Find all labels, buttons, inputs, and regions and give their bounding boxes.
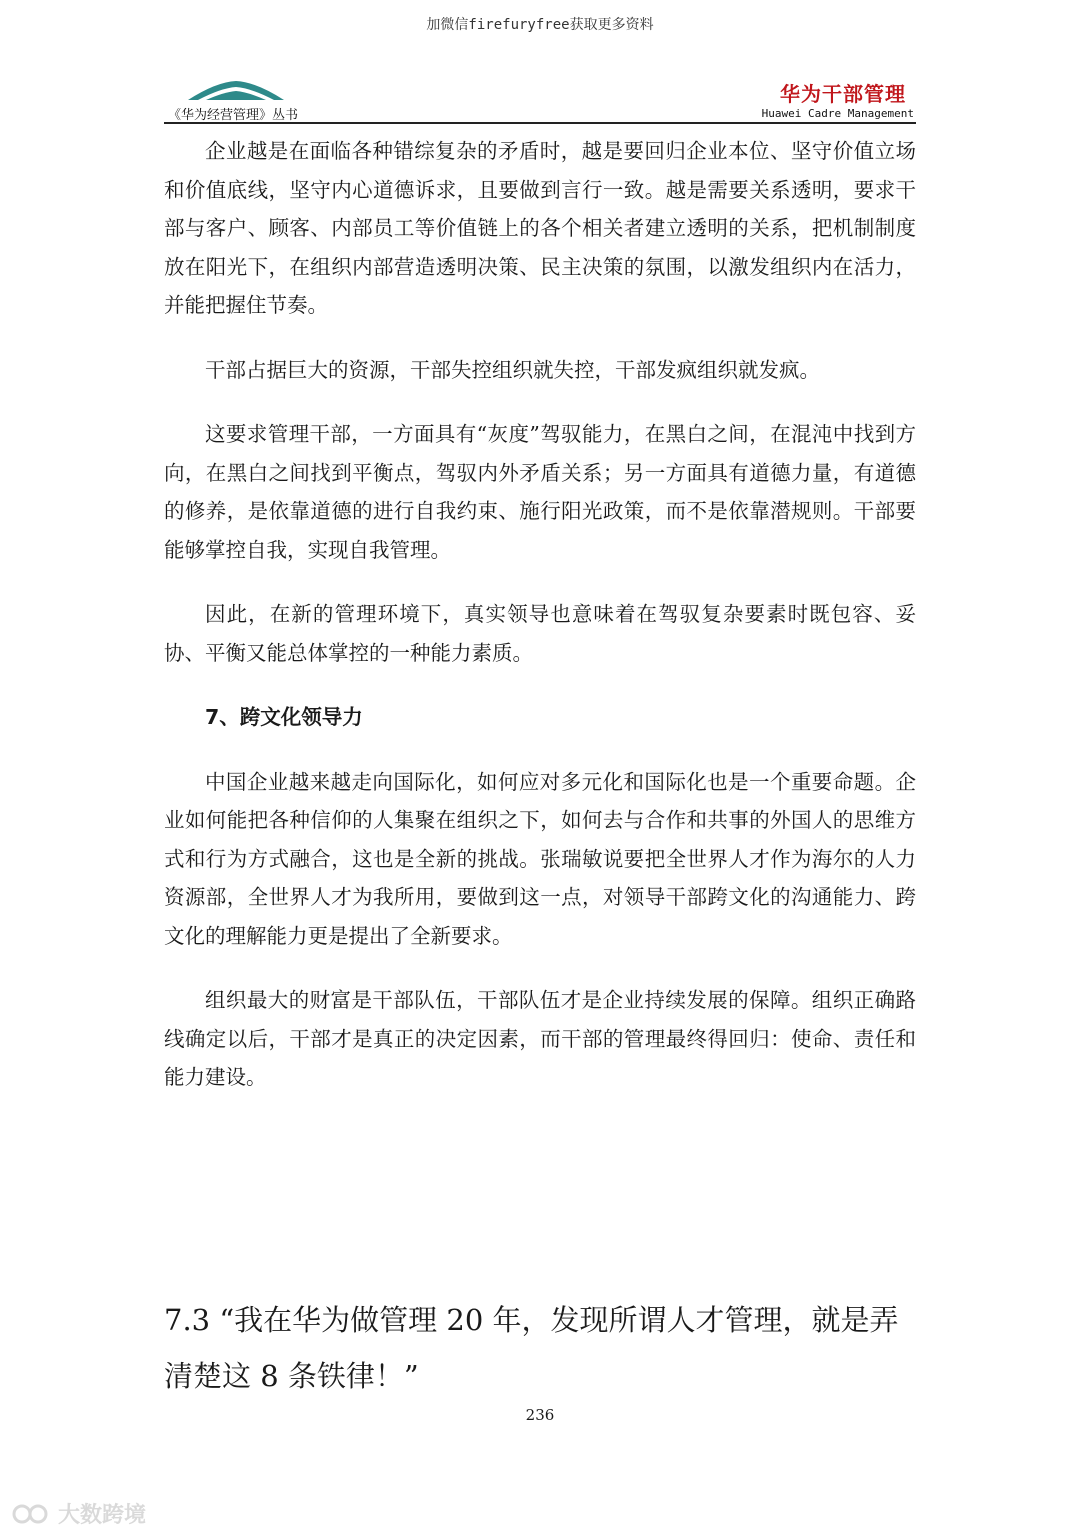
- watermark-text: 大数跨境: [58, 1503, 147, 1528]
- paragraph: 组织最大的财富是干部队伍，干部队伍才是企业持续发展的保障。组织正确路线确定以后，干部才是真正的决定因素，而干部的管理最终得回归：使命、责任和能力建设。: [164, 988, 916, 1089]
- brand-title: 华为干部管理: [780, 82, 906, 106]
- watermark: [12, 1498, 146, 1529]
- paragraph: 因此，在新的管理环境下，真实领导也意味着在驾驭复杂要素时既包容、妥协、平衡又能总体掌控的一种能力素质。: [164, 602, 916, 665]
- paragraph: 企业越是在面临各种错综复杂的矛盾时，越是要回归企业本位、坚守价值立场和价值底线，坚守内心道德诉求，且要做到言行一致。越是需要关系透明，要求干部与客户、顾客、内部员工等价值链上的各个相关者建立透明的关系，把机制制度放在阳光下，在组织内部营造透明决策、民主决策的氛围，以激发组织内在活力，并能把握住节奏。: [164, 139, 916, 317]
- paragraph: 干部占据巨大的资源，干部失控组织就失控，干部发疯组织就发疯。: [205, 357, 820, 382]
- page-number: 236: [525, 1406, 555, 1424]
- paragraph: 这要求管理干部，一方面具有“灰度”驾驭能力，在黑白之间，在混沌中找到方向，在黑白之间找到平衡点，驾驭内外矛盾关系；另一方面具有道德力量，有道德的修养，是依靠道德的进行自我约束、施行阳光政策，而不是依靠潜规则。干部要能够掌控自我，实现自我管理。: [164, 422, 916, 562]
- top-note: 加微信firefuryfree获取更多资料: [426, 17, 654, 33]
- page-body: [164, 132, 916, 1123]
- header-divider: [164, 122, 916, 124]
- mountain-logo-icon: [186, 78, 286, 102]
- subheading: 7、跨文化领导力: [205, 705, 363, 729]
- section-title: 7.3 “我在华为做管理 20 年，发现所谓人才管理，就是弄清楚这 8 条铁律！”: [164, 1303, 899, 1393]
- paragraph: 中国企业越来越走向国际化，如何应对多元化和国际化也是一个重要命题。企业如何能把各种信仰的人集聚在组织之下，如何去与合作和共事的外国人的思维方式和行为方式融合，这也是全新的挑战。张瑞敏说要把全世界人才作为海尔的人力资源部，全世界人才为我所用，要做到这一点，对领导干部跨文化的沟通能力、跨文化的理解能力更是提出了全新要求。: [164, 769, 916, 948]
- series-title: 《华为经营管理》丛书: [168, 108, 299, 123]
- brand-subtitle: Huawei Cadre Management: [761, 107, 914, 120]
- watermark-logo-icon: [12, 1502, 52, 1526]
